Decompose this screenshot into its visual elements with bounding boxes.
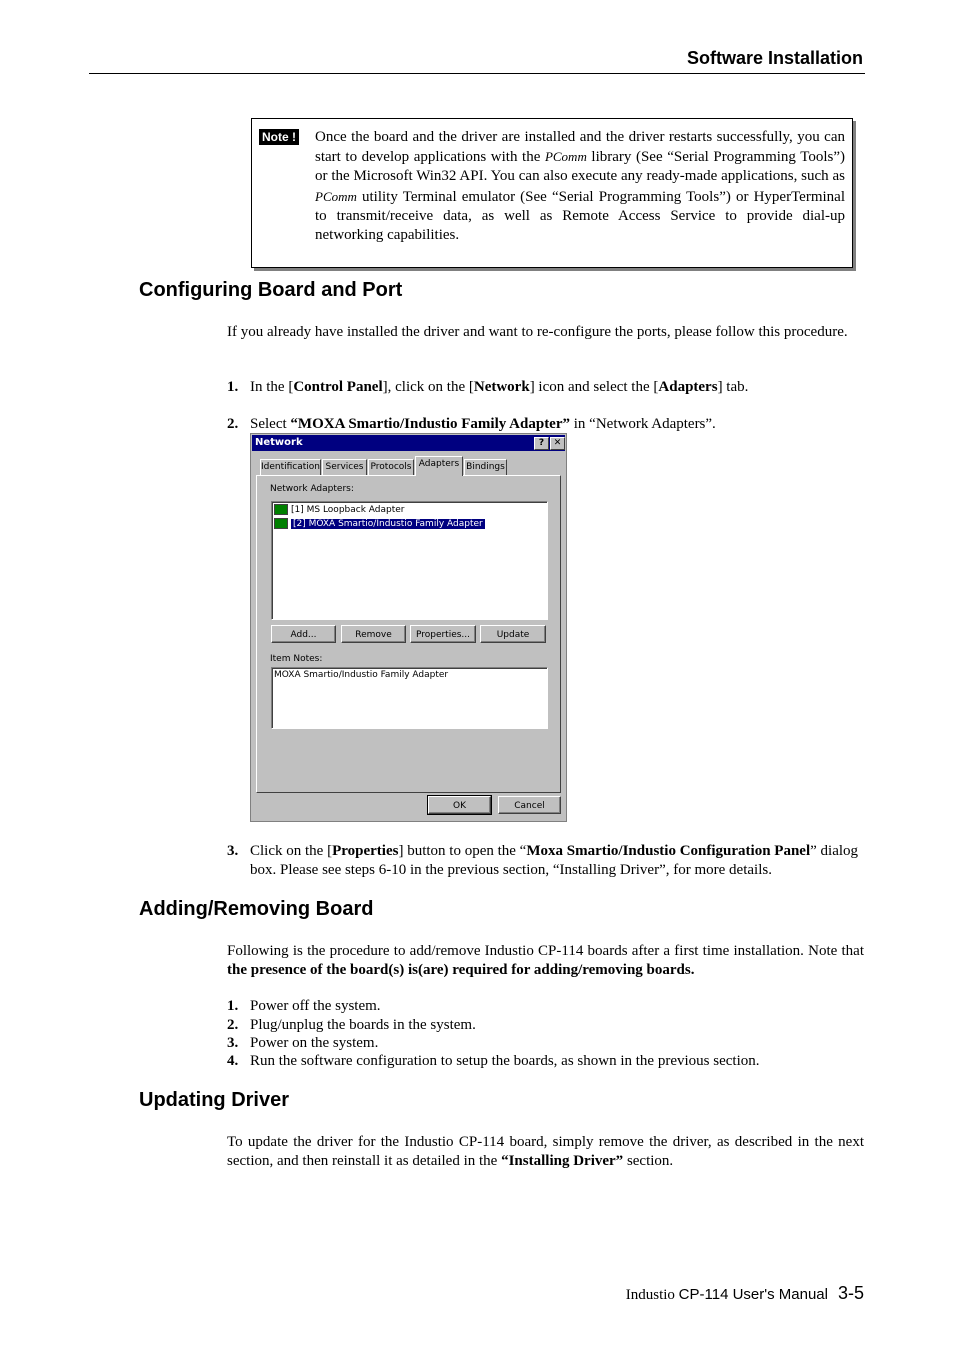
add-step-2	[227, 1016, 864, 1035]
step-text: ] button to open the “	[398, 843, 527, 859]
network-dialog	[250, 433, 567, 822]
tab-identification[interactable]: Identification	[260, 459, 321, 476]
adapters-panel	[256, 475, 561, 793]
close-button[interactable]: ✕	[550, 437, 565, 450]
network-adapters-label: Network Adapters:	[270, 484, 354, 494]
intro-emphasis: the presence of the board(s) is(are) required for adding/removing boards.	[227, 961, 695, 978]
add-button[interactable]: Add...	[271, 625, 336, 643]
add-step-3	[227, 1034, 864, 1053]
network-term: Network	[473, 379, 530, 395]
add-step-1	[227, 997, 864, 1016]
step-text: Select	[250, 416, 291, 432]
list-item[interactable]	[274, 504, 404, 517]
properties-term: Properties	[332, 843, 399, 859]
config-step-3	[227, 842, 864, 879]
adapter-label: [1] MS Loopback Adapter	[291, 505, 405, 515]
tab-adapters[interactable]: Adapters	[415, 456, 463, 476]
network-card-icon	[274, 504, 288, 515]
remove-button[interactable]: Remove	[341, 625, 406, 643]
add-step-4	[227, 1052, 864, 1071]
step-text: ], click on the [	[382, 379, 474, 395]
running-header: Software Installation	[686, 48, 863, 68]
step-text: Power on the system.	[250, 1035, 379, 1051]
step-text: Plug/unplug the boards in the system.	[250, 1017, 476, 1033]
config-step-1	[227, 378, 864, 397]
item-notes-label: Item Notes:	[270, 654, 323, 664]
step-text: Click on the [	[250, 843, 333, 859]
step-number: 3.	[227, 843, 239, 859]
properties-button[interactable]: Properties...	[410, 625, 476, 643]
step-number: 2.	[227, 416, 239, 432]
step-number: 4.	[227, 1053, 239, 1069]
tab-services[interactable]: Services	[322, 459, 367, 476]
note-text-2: library (See “Serial Programming Tools”) or the Microsoft Win32 API. You can also execute any ready-made applications, such as	[315, 149, 846, 185]
tab-bindings[interactable]: Bindings	[464, 459, 507, 476]
config-panel-term: Moxa Smartio/Industio Configuration Panel	[526, 843, 811, 859]
heading-updating-driver: Updating Driver	[139, 1089, 290, 1111]
note-text-1: Once the board and the driver are installed and the driver restarts successfully, you can start to develop applications with the	[315, 129, 845, 166]
step-text: Run the software configuration to setup the boards, as shown in the previous section.	[250, 1053, 760, 1069]
dialog-titlebar	[252, 435, 565, 451]
adapter-name-term: “MOXA Smartio/Industio Family Adapter”	[290, 416, 571, 432]
tab-protocols[interactable]: Protocols	[368, 459, 414, 476]
note-text-3: utility Terminal emulator (See “Serial Programming Tools”) or HyperTerminal to transmit/receive data, as well as Remote Access Service to provide dial-up networking capabilities.	[315, 188, 845, 244]
updating-text	[227, 1133, 864, 1170]
adapter-label: [2] MOXA Smartio/Industio Family Adapter	[293, 519, 483, 529]
intro-text: Following is the procedure to add/remove Industio CP-114 boards after a first time installation. Note that	[227, 943, 864, 959]
adapters-list[interactable]	[271, 501, 548, 620]
heading-adding-removing: Adding/Removing Board	[139, 898, 374, 920]
network-card-icon	[274, 518, 288, 529]
pcomm-logo-1: PComm	[544, 149, 587, 165]
item-notes-text: MOXA Smartio/Industio Family Adapter	[274, 670, 449, 680]
note-tag: Note !	[259, 129, 299, 145]
step-text: Power off the system.	[250, 998, 381, 1014]
control-panel-term: Control Panel	[293, 379, 383, 395]
step-text: in “Network Adapters”.	[570, 416, 716, 432]
update-button[interactable]: Update	[480, 625, 546, 643]
step-number: 1.	[227, 379, 239, 395]
step-text: In the [	[250, 379, 294, 395]
step-text: ” dialog box. Please see steps 6-10 in the previous section, “Installing Driver”, for more details.	[250, 843, 859, 878]
heading-configuring-board: Configuring Board and Port	[139, 279, 403, 301]
adding-intro	[227, 942, 864, 979]
footer-manual: CP-114 User's Manual	[678, 1286, 828, 1303]
list-item-selected[interactable]	[274, 518, 485, 531]
pcomm-logo-2: PComm	[315, 188, 357, 204]
footer-product: Industio	[625, 1287, 679, 1303]
step-text: ] icon and select the [	[529, 379, 659, 395]
configuring-intro: If you already have installed the driver and want to re-configure the ports, please follow this procedure.	[227, 324, 848, 340]
adapters-term: Adapters	[658, 379, 718, 395]
step-number: 3.	[227, 1035, 239, 1051]
dialog-title: Network	[255, 437, 303, 448]
ok-button[interactable]: OK	[428, 796, 491, 814]
step-number: 2.	[227, 1017, 239, 1033]
page-number: 3-5	[837, 1283, 864, 1303]
header-rule	[89, 73, 865, 74]
help-button[interactable]: ?	[534, 437, 549, 450]
note-box	[251, 118, 853, 268]
installing-driver-term: “Installing Driver”	[501, 1152, 624, 1169]
step-number: 1.	[227, 998, 239, 1014]
step-text: ] tab.	[717, 379, 749, 395]
update-text: section.	[623, 1152, 674, 1169]
cancel-button[interactable]: Cancel	[498, 796, 561, 814]
item-notes-box	[271, 667, 548, 729]
config-step-2	[227, 415, 864, 434]
page-footer	[626, 1283, 864, 1304]
update-text: To update the driver for the Industio CP-114 board, simply remove the driver, as described in the next section, and then reinstall it as detailed in the	[227, 1134, 864, 1169]
note-text	[315, 128, 845, 245]
